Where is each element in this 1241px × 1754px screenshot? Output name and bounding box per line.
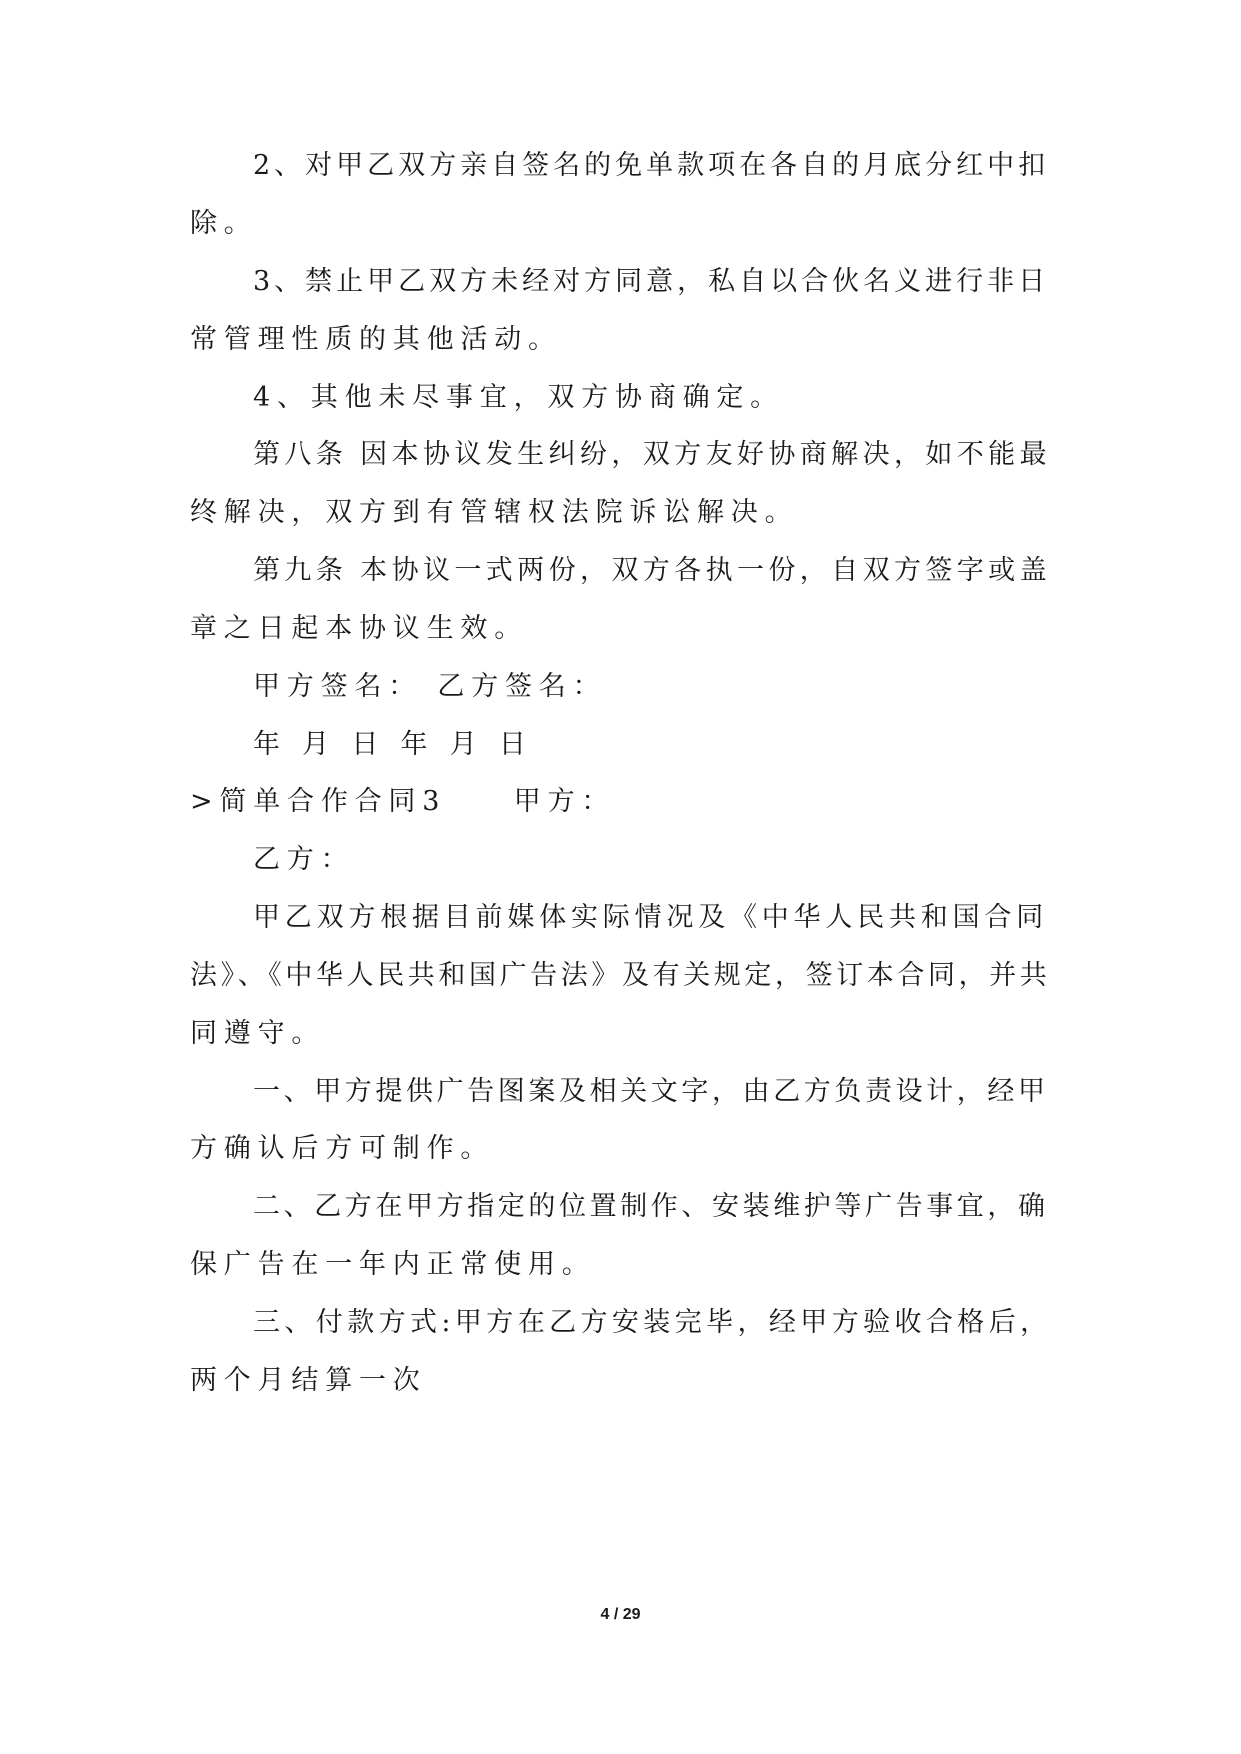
paragraph-line: 同遵守。 [190, 1018, 326, 1049]
paragraph-line: 章之日起本协议生效。 [190, 613, 528, 644]
paragraph-line: 一、甲方提供广告图案及相关文字，由乙方负责设计，经甲 [253, 1076, 1049, 1107]
paragraph-line: 甲乙双方根据目前媒体实际情况及《中华人民共和国合同 [253, 902, 1048, 933]
paragraph-line: 终解决，双方到有管辖权法院诉讼解决。 [190, 497, 799, 528]
paragraph-line: 两个月结算一次 [190, 1365, 427, 1396]
paragraph-line: 常管理性质的其他活动。 [190, 324, 562, 355]
party-line: 乙方： [253, 844, 355, 875]
paragraph-line: 三、付款方式:甲方在乙方安装完毕，经甲方验收合格后， [253, 1307, 1052, 1338]
paragraph-line: 第九条 本协议一式两份，双方各执一份，自双方签字或盖 [253, 555, 1051, 586]
paragraph-line: 法》、《中华人民共和国广告法》及有关规定，签订本合同，并共 [190, 960, 1051, 991]
date-line: 年 月 日 年 月 日 [253, 729, 533, 760]
paragraph-line: 2、对甲乙双方亲自签名的免单款项在各自的月底分红中扣 [253, 150, 1050, 181]
paragraph-line: 二、乙方在甲方指定的位置制作、安装维护等广告事宜，确 [253, 1191, 1049, 1222]
section-heading: >简单合作合同3 甲方： [190, 786, 616, 817]
paragraph-line: 保广告在一年内正常使用。 [190, 1249, 596, 1280]
signature-line: 甲方签名： 乙方签名： [253, 671, 607, 702]
paragraph-line: 4、其他未尽事宜，双方协商确定。 [253, 382, 784, 413]
paragraph-line: 第八条 因本协议发生纠纷，双方友好协商解决，如不能最 [253, 439, 1051, 470]
paragraph-line: 方确认后方可制作。 [190, 1133, 495, 1164]
paragraph-line: 3、禁止甲乙双方未经对方同意，私自以合伙名义进行非日 [253, 266, 1050, 297]
page-number: 4 / 29 [600, 1606, 641, 1623]
paragraph-line: 除。 [190, 208, 258, 239]
